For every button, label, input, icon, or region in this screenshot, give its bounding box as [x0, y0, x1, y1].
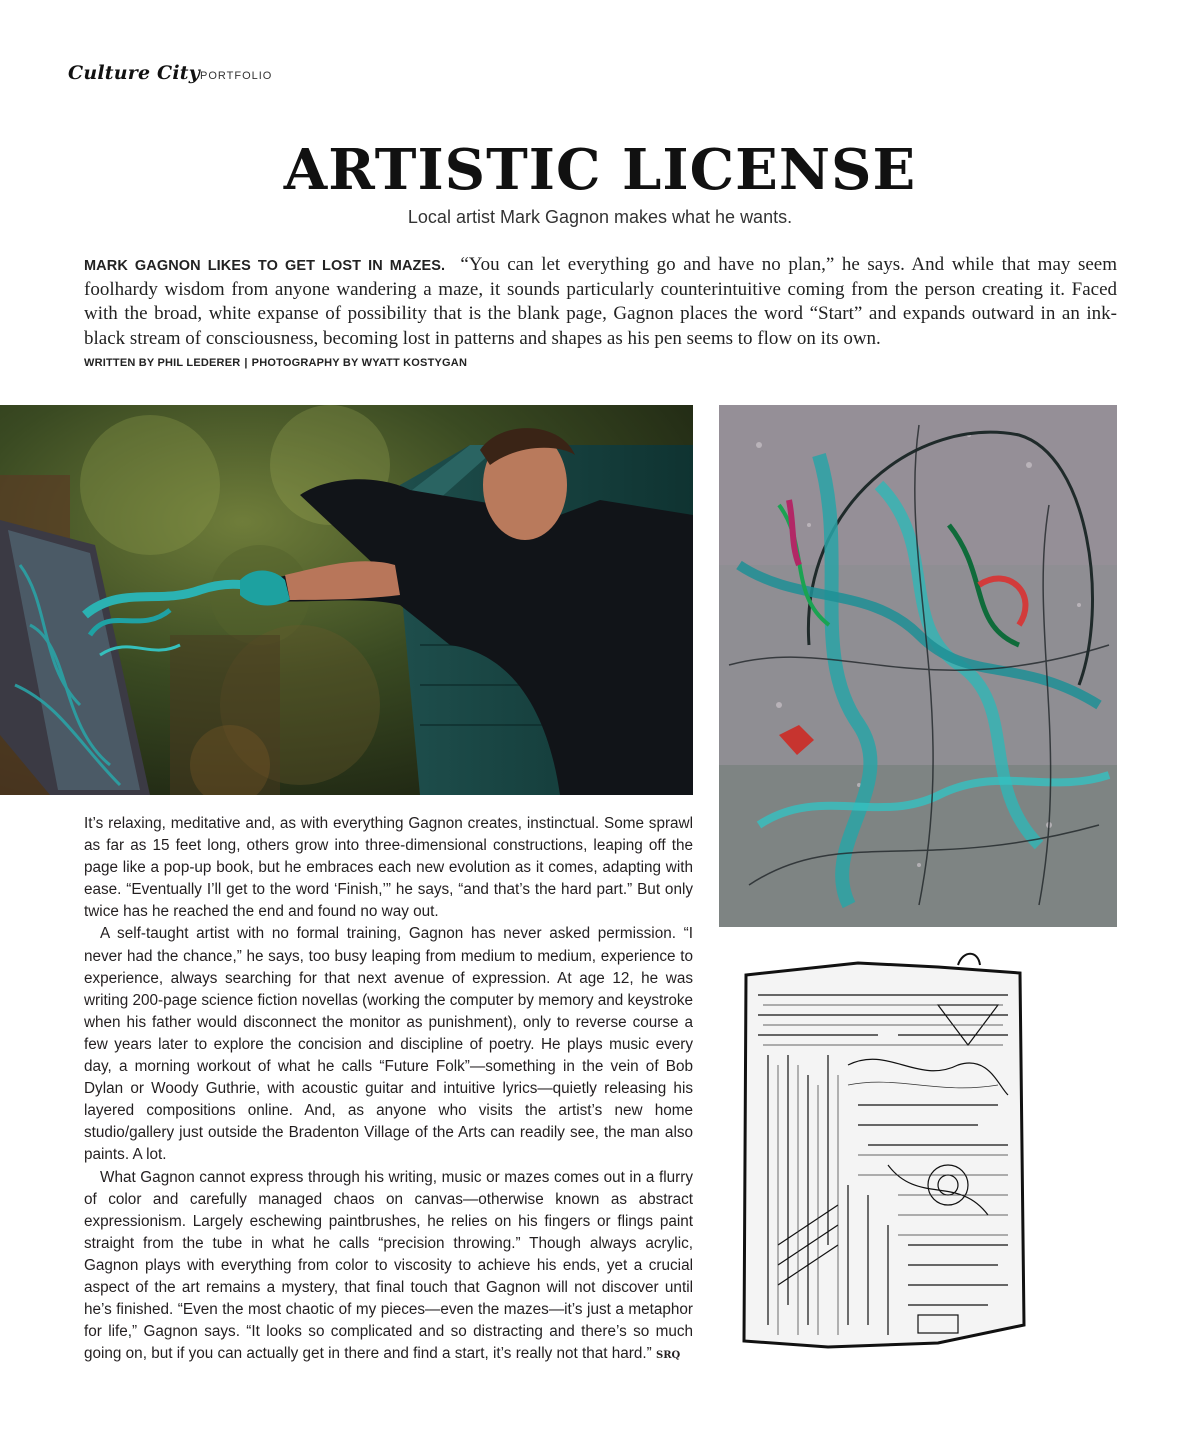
byline [84, 357, 467, 369]
section-title: Culture City [68, 62, 201, 84]
maze-drawing-image [738, 945, 1028, 1353]
artist-photo [0, 405, 693, 795]
end-mark: SRQ [656, 1350, 681, 1362]
article-dek: Local artist Mark Gagnon makes what he wants. [407, 207, 793, 227]
article-intro [84, 253, 1117, 351]
section-label: PORTFOLIO [200, 70, 273, 82]
body-paragraph-text: What Gagnon cannot express through his writing, music or mazes comes out in a flurry of color and carefully managed chaos on canvas—otherwise known as abstract expressionism. Largely eschewing paintbrushes, he relies on his fingers or flings paint straight from the tube in what he calls “precision throwing.” Though always acrylic, Gagnon plays with everything from color to viscosity to achieve his ends, yet a crucial aspect of the art remains a mystery, that final touch that Gagnon will not discover until he’s finished. “Even the most chaotic of my pieces—even the mazes—it’s just a metaphor for life,” Gagnon says. “It looks so complicated and so distracting and there’s so much going on, but if you can actually get in there and find a start, it’s really not that hard.” [84, 1168, 693, 1363]
byline-writer: WRITTEN BY PHIL LEDERER [84, 357, 241, 369]
article-body [84, 813, 693, 1367]
intro-text: “You can let everything go and have no plan,” he says. And while that may seem foolhardy wisdom from anyone wandering a maze, it sounds particularly counterintuitive coming from the person creating it. Faced with the broad, white expanse of possibility that is the blank page, Gagnon places the word “Start” and expands outward in an ink-black stream of consciousness, becoming lost in patterns and shapes as his pen seems to flow on its own. [84, 254, 1118, 349]
intro-lead: MARK GAGNON LIKES TO GET LOST IN MAZES. [84, 258, 446, 274]
byline-photographer: PHOTOGRAPHY BY WYATT KOSTYGAN [251, 357, 468, 369]
body-paragraph: A self-taught artist with no formal training, Gagnon has never asked permission. “I never had the chance,” he says, too busy leaping from medium to medium, experience to experience, always searching for that next avenue of expression. At age 12, he was writing 200-page science fiction novellas (working the computer by memory and keystroke when his father would disconnect the monitor as punishment), only to reverse course a few years later to explore the concision and discipline of poetry. He plays music every day, a morning workout of what he calls “Future Folk”—something in the vein of Bob Dylan or Woody Guthrie, with acoustic guitar and intuitive lyrics—quietly releasing his layered compositions online. And, as anyone who visits the artist’s new home studio/gallery just outside the Bradenton Village of the Arts can readily see, the man also paints. A lot. [84, 925, 693, 1164]
body-paragraph-last [84, 1167, 693, 1368]
body-paragraph: It’s relaxing, meditative and, as with everything Gagnon creates, instinctual. Some sprawl as far as 15 feet long, others grow into three-dimensional constructions, leaping off the page like a pop-up book, but he embraces each new evolution as it comes, adapting with ease. “Eventually I’ll get to the word ‘Finish,’” he says, “and that’s the hard part.” But only twice has he reached the end and found no way out. [84, 815, 693, 921]
article-title: ARTISTIC LICENSE [283, 137, 917, 203]
byline-separator: | [244, 357, 248, 369]
abstract-painting-image [719, 405, 1117, 927]
